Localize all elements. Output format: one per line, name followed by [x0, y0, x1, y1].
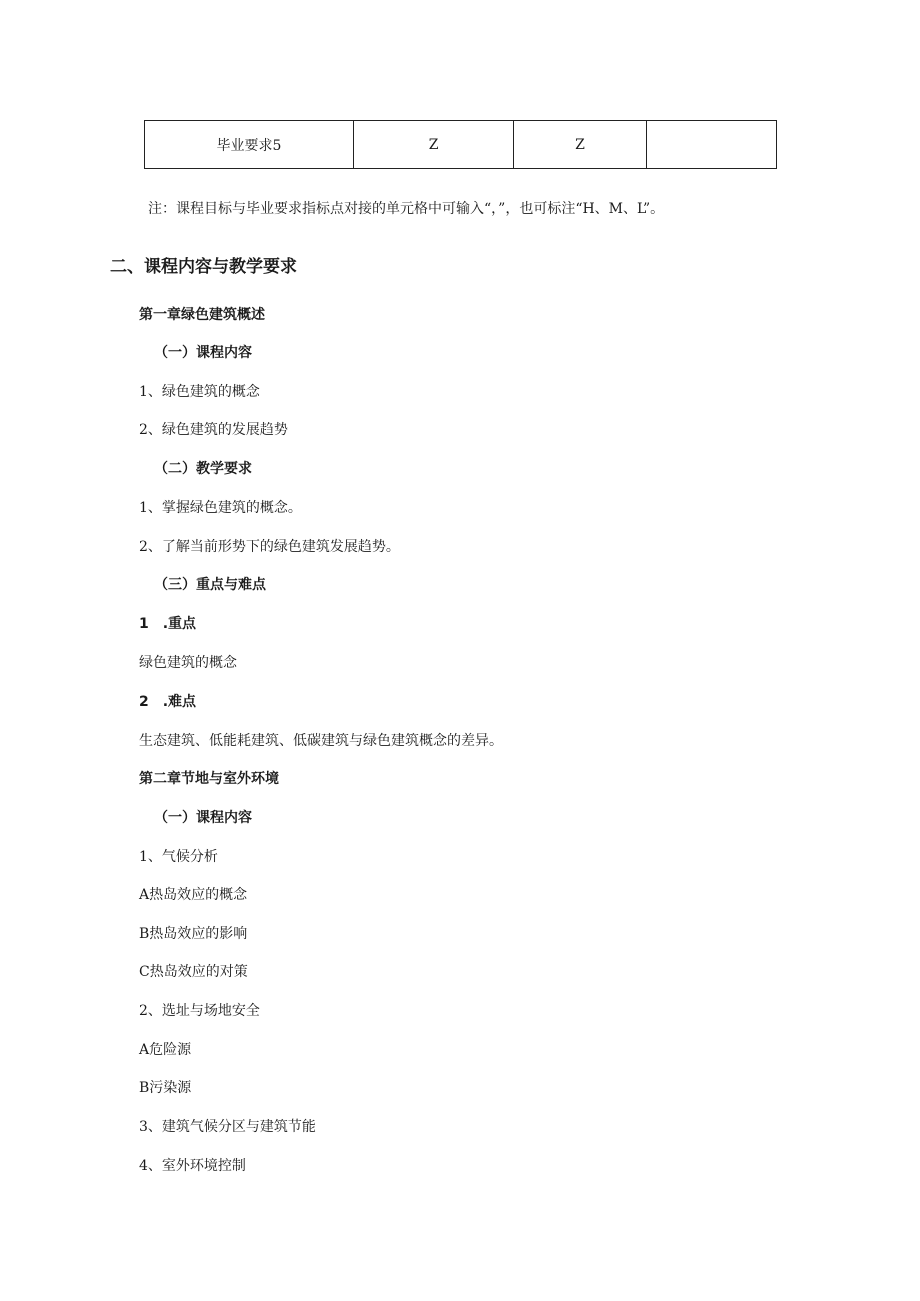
list-item: 1、绿色建筑的概念 — [139, 384, 260, 400]
chapter1-key-text: 绿色建筑的概念 — [139, 655, 237, 671]
list-item: 1、掌握绿色建筑的概念。 — [139, 500, 302, 516]
table-cell-requirement: 毕业要求5 — [145, 121, 354, 169]
table-cell-objective-3 — [646, 121, 776, 169]
chapter1-difficulty-text: 生态建筑、低能耗建筑、低碳建筑与绿色建筑概念的差异。 — [139, 733, 503, 749]
chapter2-content-heading: （一）课程内容 — [154, 810, 252, 826]
graduation-requirement-table — [144, 120, 777, 169]
list-item: B污染源 — [139, 1080, 192, 1096]
list-item: 1、气候分析 — [139, 849, 218, 865]
table-cell-objective-2: Z — [514, 121, 646, 169]
list-item: A热岛效应的概念 — [139, 887, 248, 903]
table-row — [145, 121, 777, 169]
chapter1-content-heading: （一）课程内容 — [154, 345, 252, 361]
chapter1-requirements-heading: （二）教学要求 — [154, 461, 252, 477]
chapter2-title: 第二章节地与室外环境 — [139, 771, 279, 787]
table-cell-objective-1: Z — [354, 121, 514, 169]
list-item: C热岛效应的对策 — [139, 964, 248, 980]
table-note: 注：课程目标与毕业要求指标点对接的单元格中可输入“，”，也可标注“H、M、L”。 — [148, 201, 665, 217]
list-item: 2、了解当前形势下的绿色建筑发展趋势。 — [139, 539, 400, 555]
list-item: B热岛效应的影响 — [139, 926, 248, 942]
list-item: 4、室外环境控制 — [139, 1158, 246, 1174]
list-item: A危险源 — [139, 1042, 192, 1058]
section-title: 二、课程内容与教学要求 — [110, 257, 297, 277]
list-item: 3、建筑气候分区与建筑节能 — [139, 1119, 316, 1135]
chapter1-key-heading: （三）重点与难点 — [154, 577, 266, 593]
list-item: 2、选址与场地安全 — [139, 1003, 260, 1019]
list-item: 2、绿色建筑的发展趋势 — [139, 422, 288, 438]
chapter1-key-label: 1 .重点 — [139, 616, 197, 632]
chapter1-title: 第一章绿色建筑概述 — [139, 307, 265, 323]
chapter1-difficulty-label: 2 .难点 — [139, 694, 197, 710]
